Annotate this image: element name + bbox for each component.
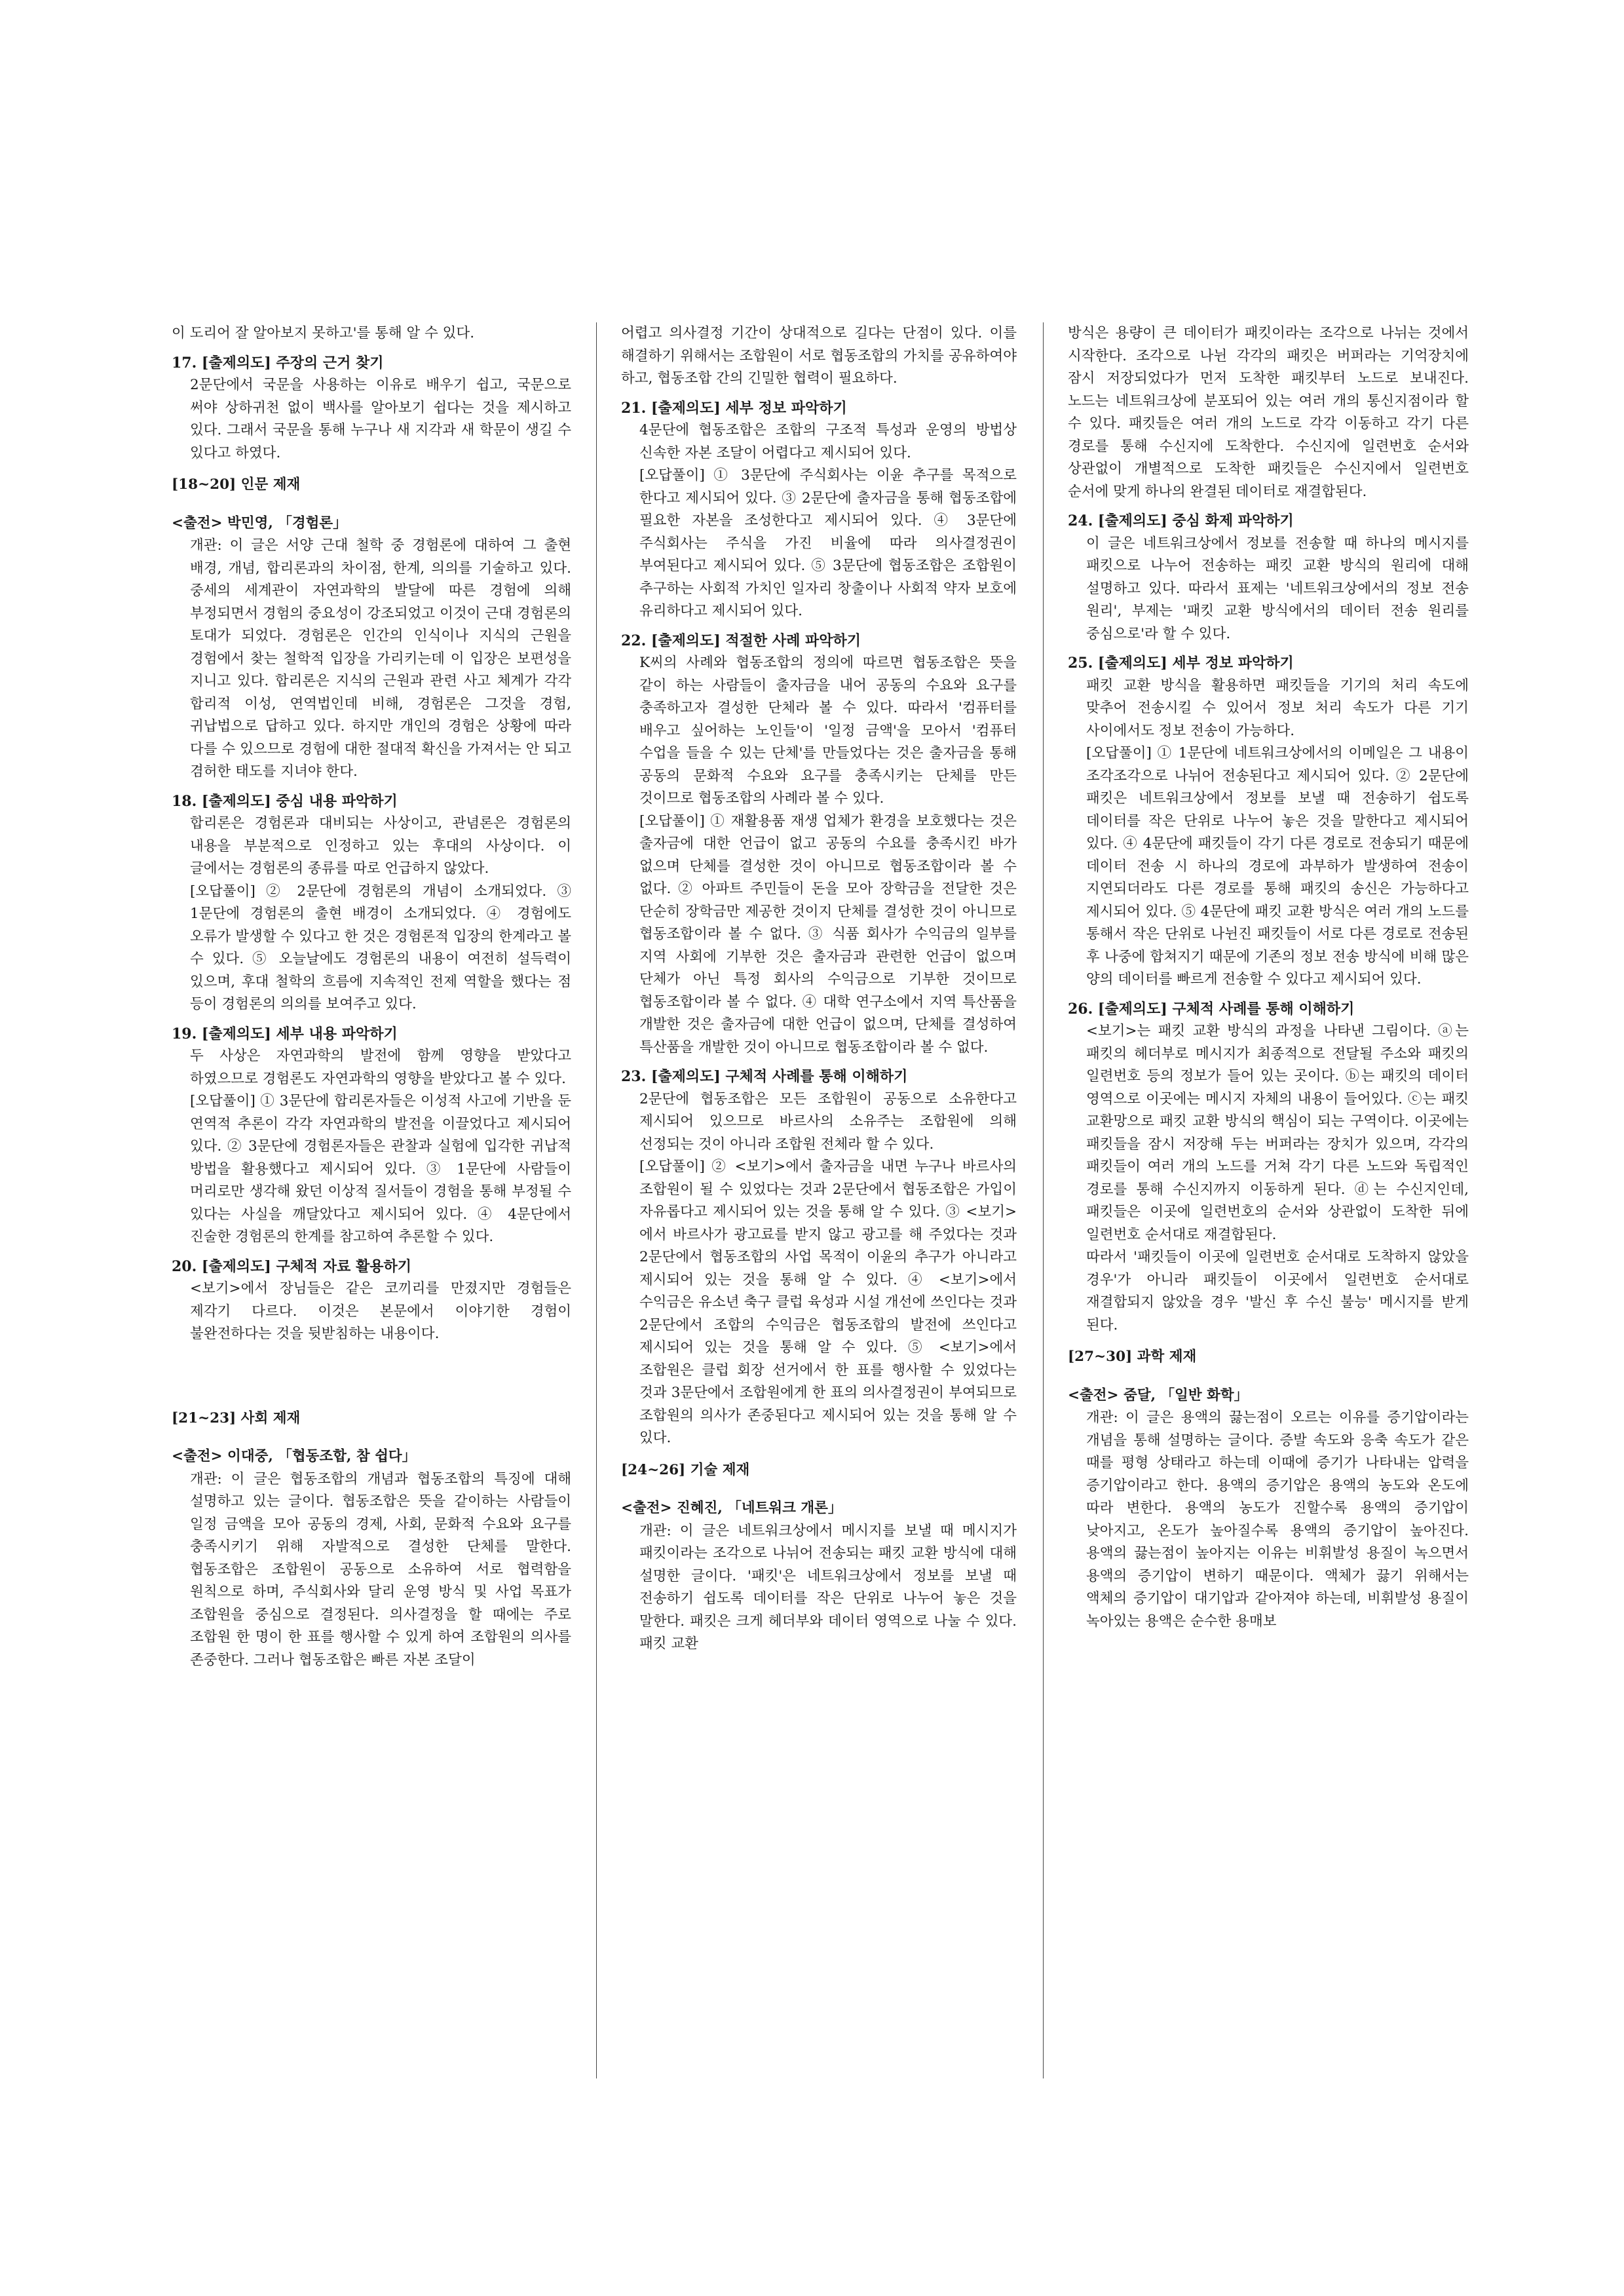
continued-paragraph: 방식은 용량이 큰 데이터가 패킷이라는 조각으로 나뉘는 것에서 시작한다. 조각으로 나뉜 각각의 패킷은 버퍼라는 기억장치에 잠시 저장되었다가 먼저 도착한 패킷부터 노드로 보내진다. 노드는 네트워크상에 분포되어 있는 여러 개의 통신지점이라 할 수 있다. 패킷들은 여러 개의 노드로 각각 이동하고 각기 다른 경로를 통해 수신지에 도착한다. 수신지에 일련번호 순서와 상관없이 개별적으로 도착한 패킷들은 수신지에서 일련번호 순서에 맞게 하나의 완결된 데이터로 재결합된다. [1068, 325, 1469, 500]
source-citation: <출전> 박민영, 「경험론」 [172, 514, 347, 531]
paragraph: [오답풀이] ① 3문단에 합리론자들은 이성적 사고에 기반을 둔 연역적 추론이 각각 자연과학의 발전을 이끌었다고 제시되어 있다. ② 3문단에 경험론자들은 관찰과 실험에 입각한 귀납적 방법을 활용했다고 제시되어 있다. ③ 1문단에 사람들이 머리로만 생각해 왔던 이상적 질서들이 경험을 통해 부정될 수 있다는 사실을 깨달았다고 제시되어 있다. ④ 4문단에서 진술한 경험론의 한계를 참고하여 추론할 수 있다. [190, 1093, 571, 1245]
question-heading: 20. [출제의도] 구체적 자료 활용하기 [172, 1257, 412, 1275]
question-heading: 19. [출제의도] 세부 내용 파악하기 [172, 1025, 398, 1043]
section-heading: [24~26] 기술 제재 [621, 1461, 750, 1478]
question-heading: 23. [출제의도] 구체적 사례를 통해 이해하기 [621, 1068, 908, 1085]
question-heading: 26. [출제의도] 구체적 사례를 통해 이해하기 [1068, 1000, 1355, 1018]
source-citation: <출전> 줌달, 「일반 화학」 [1068, 1387, 1249, 1404]
continued-paragraph: 어렵고 의사결정 기간이 상대적으로 길다는 단점이 있다. 이를 해결하기 위해서는 조합원이 서로 협동조합의 가치를 공유하여야 하고, 협동조합 간의 긴밀한 협력이 필요하다. [621, 325, 1017, 387]
paragraph: <보기>는 패킷 교환 방식의 과정을 나타낸 그림이다. ⓐ는 패킷의 헤더부로 메시지가 최종적으로 전달될 주소와 패킷의 일련번호 등의 정보가 들어 있는 곳이다. ⓑ는 패킷의 데이터 영역으로 이곳에는 메시지 자체의 내용이 들어있다. ⓒ는 패킷 교환망으로 패킷 교환 방식의 핵심이 되는 구역이다. 이곳에는 패킷들을 잠시 저장해 두는 버퍼라는 장치가 있으며, 각각의 패킷들이 여러 개의 노드를 거쳐 각기 다른 노드와 독립적인 경로를 통해 수신지까지 이동하게 된다. ⓓ는 수신지인데, 패킷들은 이곳에 일련번호의 순서와 상관없이 도착한 뒤에 일련번호 순서대로 재결합된다. [1086, 1023, 1469, 1243]
paragraph: 개관: 이 글은 네트워크상에서 메시지를 보낼 때 메시지가 패킷이라는 조각으로 나뉘어 전송되는 패킷 교환 방식에 대해 설명한 글이다. '패킷'은 네트워크상에서 정보를 보낼 때 전송하기 쉽도록 데이터를 작은 단위로 나누어 놓은 것을 말한다. 패킷은 크게 헤더부와 데이터 영역으로 나눌 수 있다. 패킷 교환 [639, 1522, 1017, 1652]
question-heading: 18. [출제의도] 중심 내용 파악하기 [172, 792, 398, 810]
paragraph: 두 사상은 자연과학의 발전에 함께 영향을 받았다고 하였으므로 경험론도 자연과학의 영향을 받았다고 볼 수 있다. [190, 1048, 571, 1087]
source-citation: <출전> 이대중, 「협동조합, 참 쉽다」 [172, 1448, 417, 1464]
paragraph: K씨의 사례와 협동조합의 정의에 따르면 협동조합은 뜻을 같이 하는 사람들이 출자금을 내어 공동의 수요와 요구를 충족하고자 결성한 단체라 볼 수 있다. 따라서 '컴퓨터를 배우고 싶어하는 노인들'이 '일정 금액'을 모아서 '컴퓨터 수업을 들을 수 있는 단체'를 만들었다는 것은 출자금을 통해 공동의 문화적 수요와 요구를 충족시키는 단체를 만든 것이므로 협동조합의 사례라 볼 수 있다. [639, 655, 1017, 807]
text-column-1 [172, 322, 571, 1672]
paragraph: [오답풀이] ① 재활용품 재생 업체가 환경을 보호했다는 것은 출자금에 대한 언급이 없고 공동의 수요를 충족시킨 바가 없으며 단체를 결성한 것이 아니므로 협동조합이라 볼 수 없다. ② 아파트 주민들이 돈을 모아 장학금을 전달한 것은 단순히 장학금만 제공한 것이지 단체를 결성한 것이 아니므로 협동조합이라 볼 수 없다. ③ 식품 회사가 수익금의 일부를 지역 사회에 기부한 것은 출자금과 관련한 언급이 없으며 단체가 아닌 특정 회사의 수익금으로 기부한 것이므로 협동조합이라 볼 수 없다. ④ 대학 연구소에서 지역 특산품을 개발한 것은 출자금에 대한 언급이 없으며, 단체를 결성하여 특산품을 개발한 것이 아니므로 협동조합이라 볼 수 없다. [639, 813, 1017, 1056]
section-heading: [27~30] 과학 제재 [1068, 1349, 1197, 1365]
paragraph: [오답풀이] ② 2문단에 경험론의 개념이 소개되었다. ③ 1문단에 경험론의 출현 배경이 소개되었다. ④ 경험에도 오류가 발생할 수 있다고 한 것은 경험론적 입장의 한계라고 볼 수 있다. ⑤ 오늘날에도 경험론의 내용이 여전히 설득력이 있으며, 후대 철학의 흐름에 지속적인 전제 역할을 했다는 점 등이 경험론의 의의를 보여주고 있다. [190, 883, 571, 1012]
column-divider [1043, 322, 1044, 2078]
section-heading: [21~23] 사회 제재 [172, 1409, 301, 1426]
paragraph: 개관: 이 글은 용액의 끓는점이 오르는 이유를 증기압이라는 개념을 통해 설명하는 글이다. 증발 속도와 응축 속도가 같은 때를 평형 상태라고 하는데 이때에 증기가 나타내는 압력을 증기압이라고 한다. 용액의 증기압은 용액의 농도와 온도에 따라 변한다. 용액의 농도가 진할수록 용액의 증기압이 낮아지고, 온도가 높아질수록 용액의 증기압이 높아진다. 용액의 끓는점이 높아지는 이유는 비휘발성 용질이 녹으면서 용액의 증기압이 변하기 때문이다. 액체가 끓기 위해서는 액체의 증기압이 대기압과 같아져야 하는데, 비휘발성 용질이 녹아있는 용액은 순수한 용매보 [1086, 1409, 1469, 1630]
paragraph: [오답풀이] ② <보기>에서 출자금을 내면 누구나 바르사의 조합원이 될 수 있었다는 것과 2문단에서 협동조합은 가입이 자유롭다고 제시되어 있는 것을 통해 알 수 있다. ③ <보기>에서 바르사가 광고료를 받지 않고 광고를 해 주었다는 것과 2문단에서 협동조합의 사업 목적이 이윤의 추구가 아니라고 제시되어 있는 것을 통해 알 수 있다. ④ <보기>에서 수익금은 유소년 축구 클럽 육성과 시설 개선에 쓰인다는 것과 2문단에서 조합의 수익금은 협동조합의 발전에 쓰인다고 제시되어 있는 것을 통해 알 수 있다. ⑤ <보기>에서 조합원은 클럽 회장 선거에서 한 표를 행사할 수 있었다는 것과 3문단에서 조합원에게 한 표의 의사결정권이 부여되므로 조합원의 의사가 존중된다고 제시되어 있는 것을 통해 알 수 있다. [639, 1158, 1017, 1446]
spacer [172, 1346, 571, 1398]
paragraph: 패킷 교환 방식을 활용하면 패킷들을 기기의 처리 속도에 맞추어 전송시킬 수 있어서 정보 처리 속도가 다른 기기 사이에서도 정보 전송이 가능하다. [1086, 677, 1469, 739]
question-heading: 25. [출제의도] 세부 정보 파악하기 [1068, 655, 1294, 672]
paragraph: 따라서 '패킷들이 이곳에 일련번호 순서대로 도착하지 않았을 경우'가 아니라 패킷들이 이곳에서 일련번호 순서대로 재결합되지 않았을 경우 '발신 후 수신 불능' 메시지를 받게 된다. [1086, 1249, 1469, 1333]
paragraph: 2문단에서 국문을 사용하는 이유로 배우기 쉽고, 국문으로 써야 상하귀천 없이 백사를 알아보기 쉽다는 것을 제시하고 있다. 그래서 국문을 통해 누구나 새 지각과 새 학문이 생길 수 있다고 하였다. [190, 377, 571, 461]
paragraph: 합리론은 경험론과 대비되는 사상이고, 관념론은 경험론의 내용을 부분적으로 인정하고 있는 후대의 사상이다. 이 글에서는 경험론의 종류를 따로 언급하지 않았다. [190, 815, 571, 877]
paragraph: 개관: 이 글은 서양 근대 철학 중 경험론에 대하여 그 출현 배경, 개념, 합리론과의 차이점, 한계, 의의를 기술하고 있다. 중세의 세계관이 자연과학의 발달에 따른 경험에 의해 부정되면서 경험의 중요성이 강조되었고 이것이 근대 경험론의 토대가 되었다. 경험론은 인간의 인식이나 지식의 근원을 경험에서 찾는 철학적 입장을 가리키는데 이 입장은 보편성을 지니고 있다. 합리론은 지식의 근원과 관련 사고 체계가 각각 합리적 이성, 연역법인데 비해, 경험론은 그것을 경험, 귀납법으로 답하고 있다. 하지만 개인의 경험은 상황에 따라 다를 수 있으므로 경험에 대한 절대적 확신을 가져서는 안 되고 겸허한 태도를 지녀야 한다. [190, 537, 571, 780]
question-heading: 21. [출제의도] 세부 정보 파악하기 [621, 399, 847, 417]
paragraph: 2문단에 협동조합은 모든 조합원이 공동으로 소유한다고 제시되어 있으므로 바르사의 소유주는 조합원에 의해 선정되는 것이 아니라 조합원 전체라 할 수 있다. [639, 1090, 1017, 1153]
paragraph: <보기>에서 장님들은 같은 코끼리를 만졌지만 경험들은 제각기 다르다. 이것은 본문에서 이야기한 경험이 불완전하다는 것을 뒷받침하는 내용이다. [190, 1280, 571, 1342]
question-heading: 17. [출제의도] 주장의 근거 찾기 [172, 354, 384, 372]
paragraph: [오답풀이] ① 1문단에 네트워크상에서의 이메일은 그 내용이 조각조각으로 나뉘어 전송된다고 제시되어 있다. ② 2문단에 패킷은 네트워크상에서 정보를 보낼 때 전송하기 쉽도록 데이터를 작은 단위로 나누어 놓은 것을 말한다고 제시되어 있다. ④ 4문단에 패킷들이 각기 다른 경로로 전송되기 때문에 데이터 전송 시 하나의 경로에 과부하가 발생하여 전송이 지연되더라도 다른 경로를 통해 패킷의 송신은 가능하다고 제시되어 있다. ⑤ 4문단에 패킷 교환 방식은 여러 개의 노드를 통해서 작은 단위로 나뉜진 패킷들이 서로 다른 경로로 전송된 후 나중에 합쳐지기 때문에 기존의 정보 전송 방식에 비해 많은 양의 데이터를 빠르게 전송할 수 있다고 제시되어 있다. [1086, 745, 1469, 987]
source-citation: <출전> 진혜진, 「네트워크 개론」 [621, 1500, 842, 1516]
question-heading: 22. [출제의도] 적절한 사례 파악하기 [621, 632, 861, 649]
continued-paragraph: 이 도리어 잘 알아보지 못하고'를 통해 알 수 있다. [172, 325, 475, 341]
paragraph: 4문단에 협동조합은 조합의 구조적 특성과 운영의 방법상 신속한 자본 조달이 어렵다고 제시되어 있다. [639, 422, 1017, 461]
question-heading: 24. [출제의도] 중심 화제 파악하기 [1068, 512, 1294, 529]
section-heading: [18~20] 인문 제재 [172, 476, 301, 493]
paragraph: 개관: 이 글은 협동조합의 개념과 협동조합의 특징에 대해 설명하고 있는 글이다. 협동조합은 뜻을 같이하는 사람들이 일정 금액을 모아 공동의 경제, 사회, 문화적 수요와 요구를 충족시키기 위해 자발적으로 결성한 단체를 말한다. 협동조합은 조합원이 공동으로 소유하여 서로 협력함을 원칙으로 하며, 주식회사와 달리 운영 방식 및 사업 목표가 조합원을 중심으로 결정된다. 의사결정을 할 때에는 주로 조합원 한 명이 한 표를 행사할 수 있게 하여 조합원의 의사를 존중한다. 그러나 협동조합은 빠른 자본 조달이 [190, 1470, 571, 1668]
text-column-2 [621, 322, 1017, 1656]
paragraph: [오답풀이] ① 3문단에 주식회사는 이윤 추구를 목적으로 한다고 제시되어 있다. ③ 2문단에 출자금을 통해 협동조합에 필요한 자본을 조성한다고 제시되어 있다. ④ 3문단에 주식회사는 주식을 가진 비율에 따라 의사결정권이 부여된다고 제시되어 있다. ⑤ 3문단에 협동조합은 조합원이 추구하는 사회적 가치인 일자리 창출이나 사회적 약자 보호에 유리하다고 제시되어 있다. [639, 467, 1017, 619]
paragraph: 이 글은 네트워크상에서 정보를 전송할 때 하나의 메시지를 패킷으로 나누어 전송하는 패킷 교환 방식의 원리에 대해 설명하고 있다. 따라서 표제는 '네트워크상에서의 정보 전송 원리', 부제는 '패킷 교환 방식에서의 데이터 전송 원리를 중심으로'라 할 수 있다. [1086, 535, 1469, 642]
column-divider [596, 322, 597, 2078]
text-column-3 [1068, 322, 1469, 1633]
